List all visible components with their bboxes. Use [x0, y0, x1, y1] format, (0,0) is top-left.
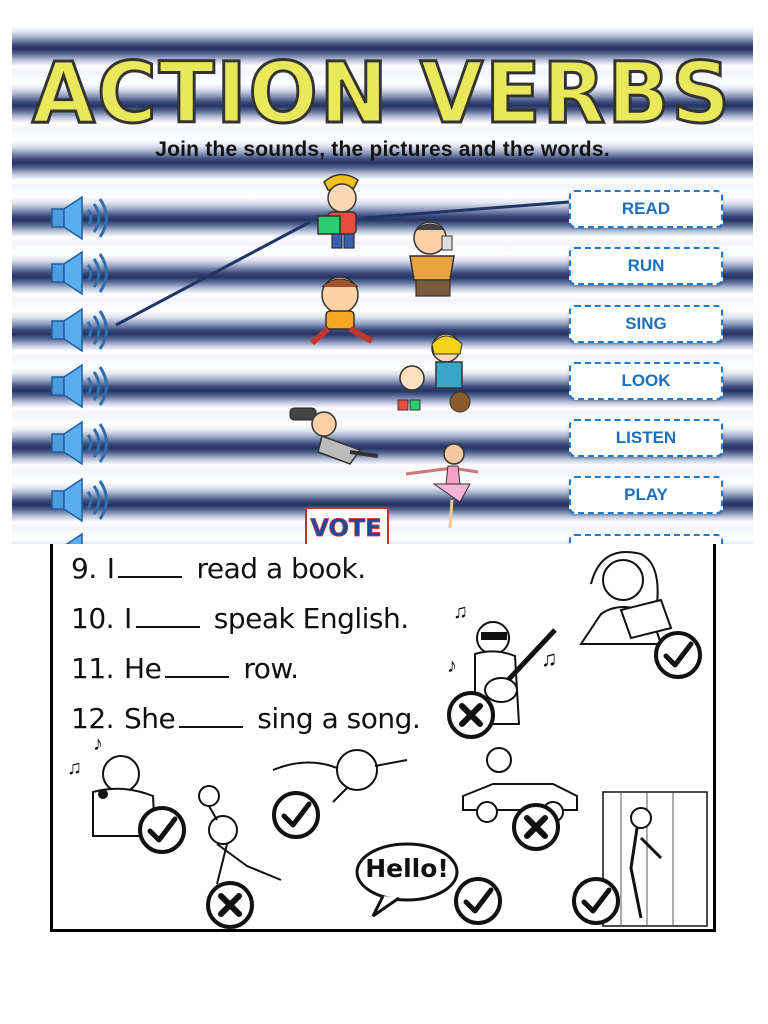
speaker-icon[interactable] — [48, 476, 114, 524]
svg-text:♫: ♫ — [541, 646, 558, 671]
title-text: ACTION VERBS — [32, 44, 732, 140]
connection-line — [116, 222, 310, 325]
sentence-rest: sing a song. — [257, 702, 421, 735]
answer-blank[interactable] — [118, 554, 182, 578]
check-icon[interactable] — [653, 630, 703, 680]
word-listen-button[interactable]: LISTEN — [569, 419, 723, 457]
sentence-9 — [71, 552, 366, 585]
girl-dancing-picture[interactable] — [404, 440, 480, 530]
check-icon[interactable] — [571, 876, 621, 926]
speaker-icon[interactable] — [48, 249, 114, 297]
svg-text:♪: ♪ — [93, 733, 103, 755]
cross-icon[interactable] — [511, 802, 561, 852]
man-listening-picture[interactable] — [398, 216, 470, 298]
hello-speech-bubble — [353, 840, 463, 920]
sentence-subject: I — [106, 552, 115, 585]
word-box-partial[interactable] — [569, 534, 723, 544]
word-play-button[interactable]: PLAY — [569, 476, 723, 514]
sentence-subject: He — [124, 652, 162, 685]
sentence-10 — [71, 602, 409, 635]
sentence-rest: read a book. — [196, 552, 366, 585]
word-sing-button[interactable]: SING — [569, 305, 723, 343]
cross-icon[interactable] — [446, 690, 496, 740]
sentence-subject: I — [124, 602, 132, 635]
sentence-number: 11. — [71, 652, 115, 685]
sentence-number: 10. — [71, 602, 115, 635]
mother-playing-picture[interactable] — [390, 328, 486, 416]
title-banner — [12, 40, 753, 140]
cross-icon[interactable] — [205, 880, 255, 930]
check-icon[interactable] — [137, 805, 187, 855]
svg-text:♪: ♪ — [447, 655, 457, 677]
instruction-text: Join the sounds, the pictures and the words. — [155, 138, 610, 161]
sentence-12 — [71, 702, 420, 735]
speech-bubble-text: Hello! — [365, 854, 449, 883]
action-verbs-worksheet — [12, 26, 753, 544]
vote-sign-picture[interactable] — [304, 506, 394, 544]
word-look-button[interactable]: LOOK — [569, 362, 723, 400]
speaker-icon[interactable] — [48, 362, 114, 410]
sentence-11 — [71, 652, 299, 685]
answer-blank[interactable] — [179, 704, 243, 728]
sentence-rest: speak English. — [213, 602, 409, 635]
answer-blank[interactable] — [165, 654, 229, 678]
vote-sign-text: VOTE — [310, 514, 382, 542]
sentence-number: 9. — [71, 552, 97, 585]
word-run-button[interactable]: RUN — [569, 247, 723, 285]
word-read-button[interactable]: READ — [569, 190, 723, 228]
speaker-icon[interactable] — [48, 194, 114, 242]
speaker-icon[interactable] — [48, 419, 114, 467]
sentence-number: 12. — [71, 702, 115, 735]
answer-blank[interactable] — [136, 604, 200, 628]
sentence-subject: She — [124, 702, 176, 735]
check-icon[interactable] — [453, 876, 503, 926]
svg-text:♫: ♫ — [67, 757, 82, 779]
man-looking-picture[interactable] — [288, 402, 384, 472]
speaker-icon[interactable] — [48, 531, 114, 544]
modal-verbs-worksheet — [50, 544, 716, 932]
sentence-rest: row. — [243, 652, 299, 685]
boy-running-picture[interactable] — [296, 271, 386, 349]
speaker-icon[interactable] — [48, 306, 114, 354]
check-icon[interactable] — [271, 790, 321, 840]
svg-text:♫: ♫ — [453, 601, 468, 623]
boy-reading-picture[interactable] — [304, 168, 374, 250]
